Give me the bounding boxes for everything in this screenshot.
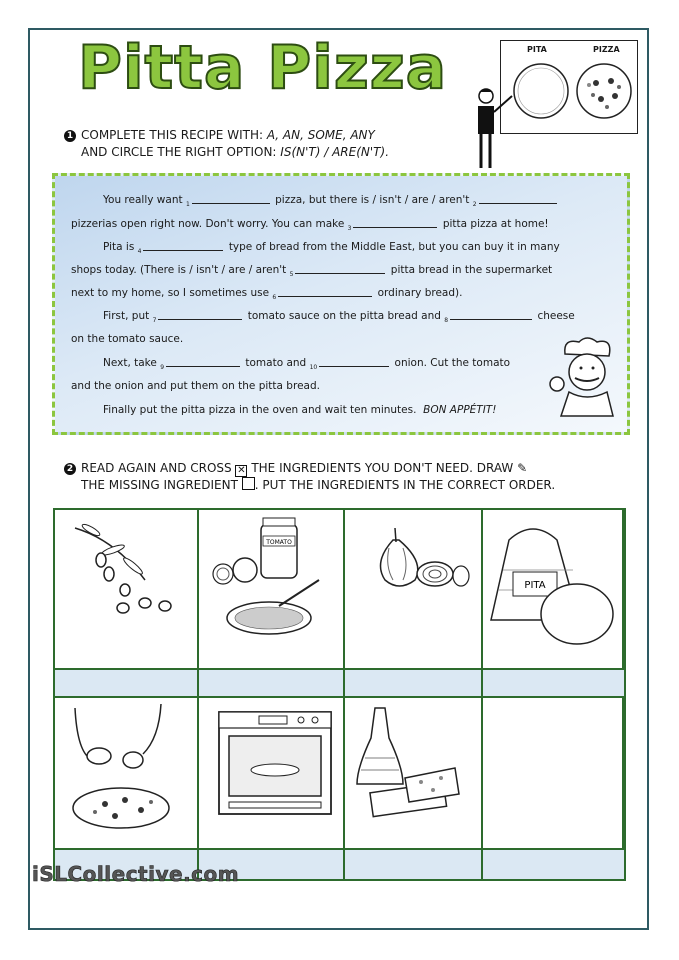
blank-9[interactable] xyxy=(166,357,240,367)
recipe-line-3 xyxy=(103,241,560,255)
recipe-text: You really want xyxy=(103,194,183,206)
blank-1[interactable] xyxy=(192,194,270,204)
hands-pizza-icon xyxy=(55,698,195,848)
recipe-line-7: on the tomato sauce. xyxy=(71,333,184,345)
q1-line1-options: A, AN, SOME, ANY xyxy=(266,128,375,142)
jar-label: TOMATO xyxy=(266,539,292,546)
recipe-text: First, put xyxy=(103,310,150,322)
cell-olives[interactable] xyxy=(55,510,199,670)
recipe-text: next to my home, so I sometimes use xyxy=(71,287,270,299)
recipe-text: tomato and xyxy=(245,357,307,369)
blank-4[interactable] xyxy=(143,241,223,251)
question-1 xyxy=(64,127,389,161)
q2-line2b: . PUT THE INGREDIENTS IN THE CORRECT ORDER. xyxy=(254,478,556,492)
teacher-illustration xyxy=(470,86,500,170)
blank-10[interactable] xyxy=(319,357,389,367)
pita-pizza-drawing xyxy=(501,41,637,133)
blank-number: 4 xyxy=(137,248,142,256)
q2-line1b: THE INGREDIENTS YOU DON'T NEED. DRAW xyxy=(251,461,514,475)
blank-number: 2 xyxy=(472,201,477,209)
blank-3[interactable] xyxy=(353,218,437,228)
recipe-line-10 xyxy=(103,404,496,416)
cell-pizza-prep[interactable] xyxy=(55,698,199,850)
blank-number: 5 xyxy=(289,271,294,279)
recipe-text: shops today. (There is / isn't / are / aren't xyxy=(71,264,287,276)
blank-8[interactable] xyxy=(450,310,532,320)
recipe-line-9: and the onion and put them on the pitta bread. xyxy=(71,380,320,392)
watermark: iSLCollective.com xyxy=(32,862,240,886)
answer-strip-7[interactable] xyxy=(345,850,483,879)
pencil-icon: ✎ xyxy=(517,461,528,475)
answer-strip-1[interactable] xyxy=(55,670,199,698)
onion-icon xyxy=(345,510,483,660)
q1-line2-text: AND CIRCLE THE RIGHT OPTION: xyxy=(81,145,281,159)
recipe-line-6 xyxy=(103,310,575,324)
pita-bag-icon xyxy=(483,510,624,660)
q1-line1-text: COMPLETE THIS RECIPE WITH: xyxy=(81,128,267,142)
recipe-line-1 xyxy=(103,194,559,208)
blank-number: 3 xyxy=(347,225,352,233)
crossed-box-icon: ✕ xyxy=(237,465,246,476)
question-1-number: 1 xyxy=(64,130,76,142)
recipe-text: pitta bread in the supermarket xyxy=(390,264,553,276)
board-label-pita: PITA xyxy=(527,45,547,54)
blank-6[interactable] xyxy=(278,287,372,297)
blank-number: 6 xyxy=(272,294,277,302)
blank-number: 7 xyxy=(152,317,157,325)
blank-5[interactable] xyxy=(295,264,385,274)
recipe-text: pizza, but there is / isn't / are / aren't xyxy=(275,194,470,206)
answer-strip-4[interactable] xyxy=(483,670,624,698)
recipe-text: Pita is xyxy=(103,241,135,253)
cheese-grater-icon xyxy=(345,698,483,848)
recipe-box xyxy=(52,173,630,435)
chef-icon xyxy=(543,336,623,416)
recipe-line-8 xyxy=(103,357,510,371)
cell-oven[interactable] xyxy=(199,698,345,850)
recipe-text: tomato sauce on the pitta bread and xyxy=(247,310,441,322)
bon-appetit-text: BON APPÉTIT! xyxy=(423,404,497,416)
blank-number: 1 xyxy=(185,201,190,209)
answer-strip-3[interactable] xyxy=(345,670,483,698)
q2-line2a: THE MISSING INGREDIENT xyxy=(81,478,238,492)
empty-box-icon xyxy=(242,477,255,490)
recipe-line-2 xyxy=(71,218,549,232)
cell-cheese[interactable] xyxy=(345,698,483,850)
cell-onion[interactable] xyxy=(345,510,483,670)
q1-line2-options: IS(N'T) / ARE(N'T). xyxy=(280,145,390,159)
board-label-pizza: PIZZA xyxy=(593,45,620,54)
question-2-number: 2 xyxy=(64,463,76,475)
cell-tomato-sauce[interactable] xyxy=(199,510,345,670)
recipe-text: type of bread from the Middle East, but you can buy it in many xyxy=(228,241,560,253)
cell-pita-bread[interactable] xyxy=(483,510,624,670)
blank-number: 10 xyxy=(309,364,318,372)
pita-bag-label: PITA xyxy=(524,580,546,591)
blank-number: 9 xyxy=(160,364,165,372)
answer-strip-8[interactable] xyxy=(483,850,624,879)
blank-7[interactable] xyxy=(158,310,242,320)
tomato-sauce-icon xyxy=(199,510,345,660)
recipe-text: Next, take xyxy=(103,357,157,369)
recipe-text: onion. Cut the tomato xyxy=(394,357,511,369)
olives-icon xyxy=(55,510,195,660)
blank-number: 8 xyxy=(444,317,449,325)
recipe-text: cheese xyxy=(537,310,575,322)
oven-icon xyxy=(199,698,345,848)
recipe-line-5 xyxy=(71,287,462,301)
answer-strip-2[interactable] xyxy=(199,670,345,698)
cell-empty[interactable] xyxy=(483,698,624,850)
recipe-text: ordinary bread). xyxy=(377,287,463,299)
worksheet-title: Pitta Pizza xyxy=(78,33,448,103)
question-2 xyxy=(64,460,555,494)
q2-line1a: READ AGAIN AND CROSS xyxy=(81,461,232,475)
recipe-line-4 xyxy=(71,264,552,278)
ingredients-grid xyxy=(53,508,626,881)
recipe-text: pitta pizza at home! xyxy=(442,218,549,230)
blank-2[interactable] xyxy=(479,194,557,204)
recipe-text: pizzerias open right now. Don't worry. You can make xyxy=(71,218,345,230)
recipe-text: Finally put the pitta pizza in the oven and wait ten minutes. xyxy=(103,404,417,416)
presentation-board xyxy=(500,40,638,134)
